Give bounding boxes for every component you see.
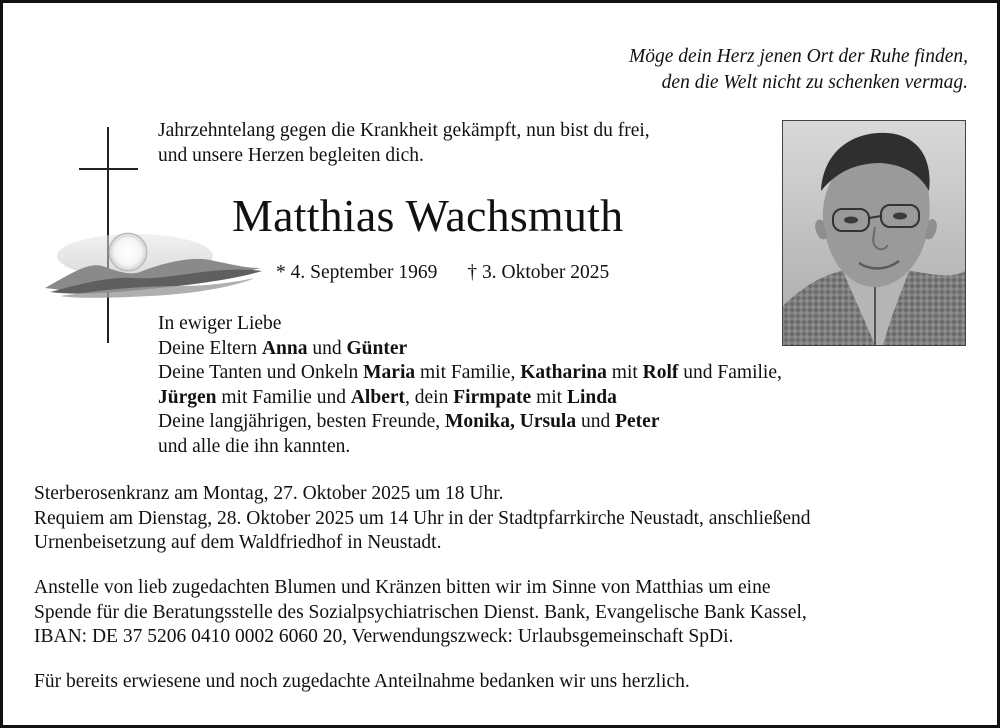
portrait-photo [782, 120, 966, 346]
relative-name: Rolf [642, 362, 679, 383]
mourners-relatives-continued [158, 386, 782, 411]
mourners-closing: und alle die ihn kannten. [158, 435, 351, 457]
parent-name: Günter [346, 337, 408, 359]
motto-line-1: Möge dein Herz jenen Ort der Ruhe finden, [628, 46, 968, 67]
friend-name: Monika, [445, 411, 515, 432]
rosary-line: Sterberosenkranz am Montag, 27. Oktober 2025 um 18 Uhr. [34, 483, 504, 504]
connector-text: , dein [405, 386, 454, 408]
donation-line-2: Spende für die Beratungsstelle des Sozialpsychiatrischen Dienst. Bank, Evangelische Bank Kassel, [34, 601, 807, 623]
intro-text [158, 118, 650, 168]
relative-name: Maria [363, 362, 416, 383]
godfather-label: Firmpate [453, 386, 532, 408]
relative-name: Linda [566, 386, 617, 408]
mourners-parents [158, 337, 782, 362]
parent-name: Anna [261, 337, 308, 359]
connector-text: mit Familie und [216, 386, 351, 408]
mourners-list [158, 312, 782, 459]
connector-text: und [576, 411, 616, 432]
motto-quote [629, 44, 968, 96]
service-details [34, 482, 811, 556]
thanks-note [34, 670, 690, 695]
connector-text: mit [606, 362, 643, 383]
mourners-relatives [158, 361, 782, 386]
friends-prefix: Deine langjährigen, besten Freunde, [158, 411, 445, 432]
death-date: † 3. Oktober 2025 [467, 262, 610, 283]
connector-text: und Familie, [678, 362, 782, 383]
friend-name: Ursula [519, 411, 577, 432]
mourners-line-1: In ewiger Liebe [158, 313, 282, 334]
mourners-friends [158, 410, 782, 435]
life-dates [276, 262, 609, 284]
relative-name: Jürgen [158, 386, 217, 408]
donation-request [34, 576, 807, 650]
burial-line: Urnenbeisetzung auf dem Waldfriedhof in Neustadt. [34, 532, 442, 553]
parents-prefix: Deine Eltern [158, 337, 262, 359]
motto-line-2: den die Welt nicht zu schenken vermag. [661, 72, 968, 93]
donation-line-3: IBAN: DE 37 5206 0410 0002 6060 20, Verwendungszweck: Urlaubsgemeinschaft SpDi. [34, 626, 734, 647]
cross-horizontal-bar [79, 168, 138, 170]
relative-name: Katharina [520, 362, 607, 383]
requiem-line: Requiem am Dienstag, 28. Oktober 2025 um 14 Uhr in der Stadtpfarrkirche Neustadt, anschließend [34, 507, 811, 529]
connector-text: mit Familie, [415, 362, 521, 383]
connector-text: und [307, 337, 347, 359]
thanks-line: Für bereits erwiesene und noch zugedachte Anteilnahme bedanken wir uns herzlich. [34, 671, 690, 692]
intro-line-1: Jahrzehntelang gegen die Krankheit gekämpft, nun bist du frei, [158, 120, 650, 141]
friend-name: Peter [615, 411, 660, 432]
birth-date: * 4. September 1969 [276, 262, 438, 283]
relatives-prefix: Deine Tanten und Onkeln [158, 362, 364, 383]
donation-line-1: Anstelle von lieb zugedachten Blumen und Kränzen bitten wir im Sinne von Matthias um eine [34, 577, 771, 598]
deceased-name: Matthias Wachsmuth [232, 190, 624, 241]
intro-line-2: und unsere Herzen begleiten dich. [158, 145, 424, 166]
connector-text: mit [531, 386, 567, 408]
relative-name: Albert [350, 386, 405, 408]
